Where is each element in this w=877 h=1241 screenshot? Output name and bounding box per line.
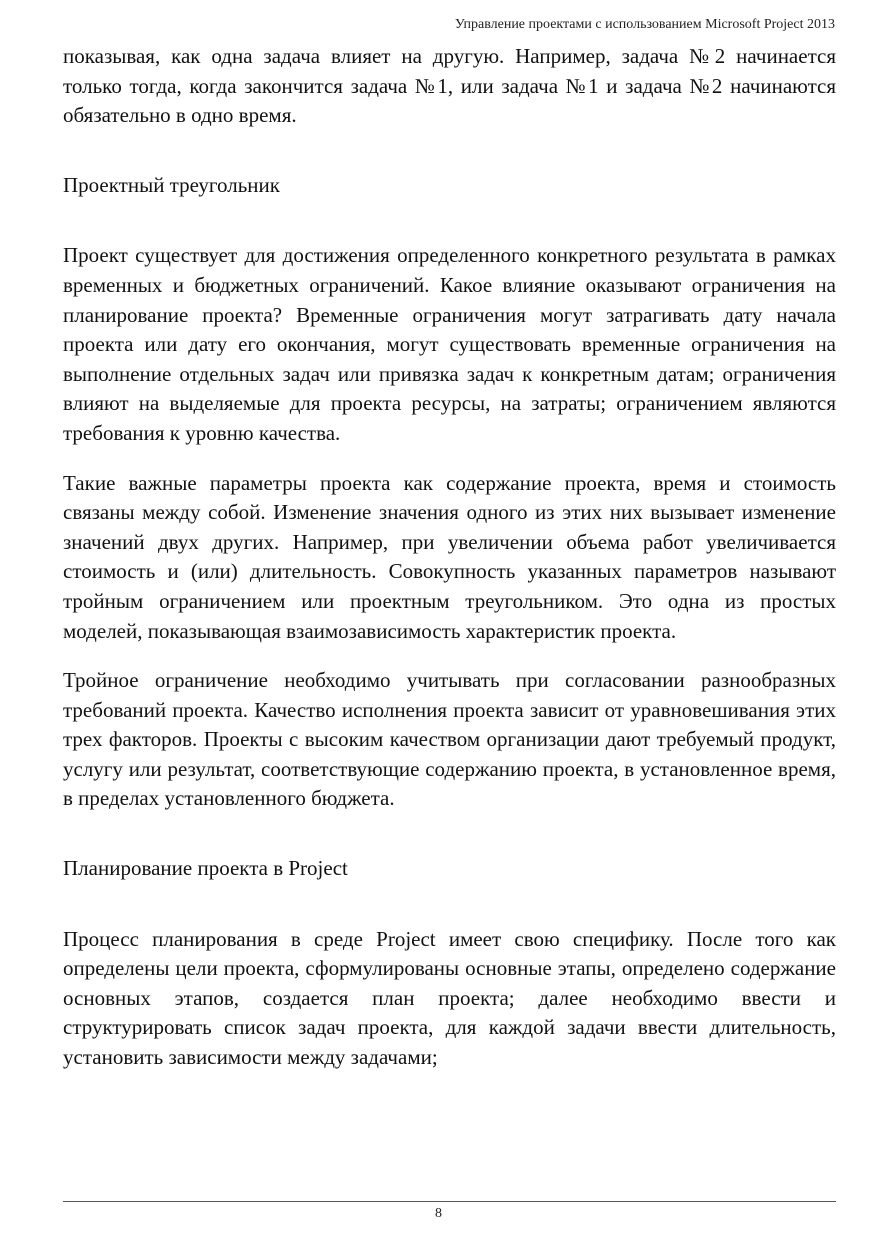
running-header: Управление проектами с использованием Microsoft Project 2013 bbox=[454, 17, 835, 32]
section-heading-planning-in-project: Планирование проекта в Project bbox=[63, 856, 348, 881]
paragraph-planning-process: Процесс планирования в среде Project имеет свою специфику. После того как определены цели проекта, сформулированы основные этапы, определено содержание основных этапов, создается план проекта; далее необходимо ввести и структурировать список задач проекта, для каждой задачи ввести длительность, установить зависимости между задачами; bbox=[63, 926, 836, 1070]
paragraph-constraints: Проект существует для достижения определенного конкретного результата в рамках временных и бюджетных ограничений. Какое влияние оказывают ограничения на планирование проекта? Временные ограничения могут затрагивать дату начала проекта или дату его окончания, могут существовать временные ограничения на выполнение отдельных задач или привязка задач к конкретным датам; ограничения влияют на выделяемые для проекта ресурсы, на затраты; ограничением являются требования к уровню качества. bbox=[63, 243, 836, 445]
paragraph-triple-constraint: Такие важные параметры проекта как содержание проекта, время и стоимость связаны между собой. Изменение значения одного из этих них вызывает изменение значений двух других. Например, при увеличении объема работ увеличивается стоимость и (или) длительность. Совокупность указанных параметров называют тройным ограничением или проектным треугольником. Это одна из простых моделей, показывающая взаимозависимость характеристик проекта. bbox=[63, 470, 836, 643]
footer-divider bbox=[63, 1201, 836, 1202]
section-heading-project-triangle: Проектный треугольник bbox=[63, 172, 280, 197]
page-body bbox=[63, 42, 836, 1073]
paragraph-balance-factors: Тройное ограничение необходимо учитывать при согласовании разнообразных требований проекта. Качество исполнения проекта зависит от уравновешивания этих трех факторов. Проекты с высоким качеством организации дают требуемый продукт, услугу или результат, соответствующие содержанию проекта, в установленное время, в пределах установленного бюджета. bbox=[63, 668, 836, 811]
page-number: 8 bbox=[435, 1206, 442, 1221]
paragraph-dependencies-continued: показывая, как одна задача влияет на другую. Например, задача №2 начинается только тогда, когда закончится задача №1, или задача №1 и задача №2 начинаются обязательно в одно время. bbox=[63, 44, 836, 128]
